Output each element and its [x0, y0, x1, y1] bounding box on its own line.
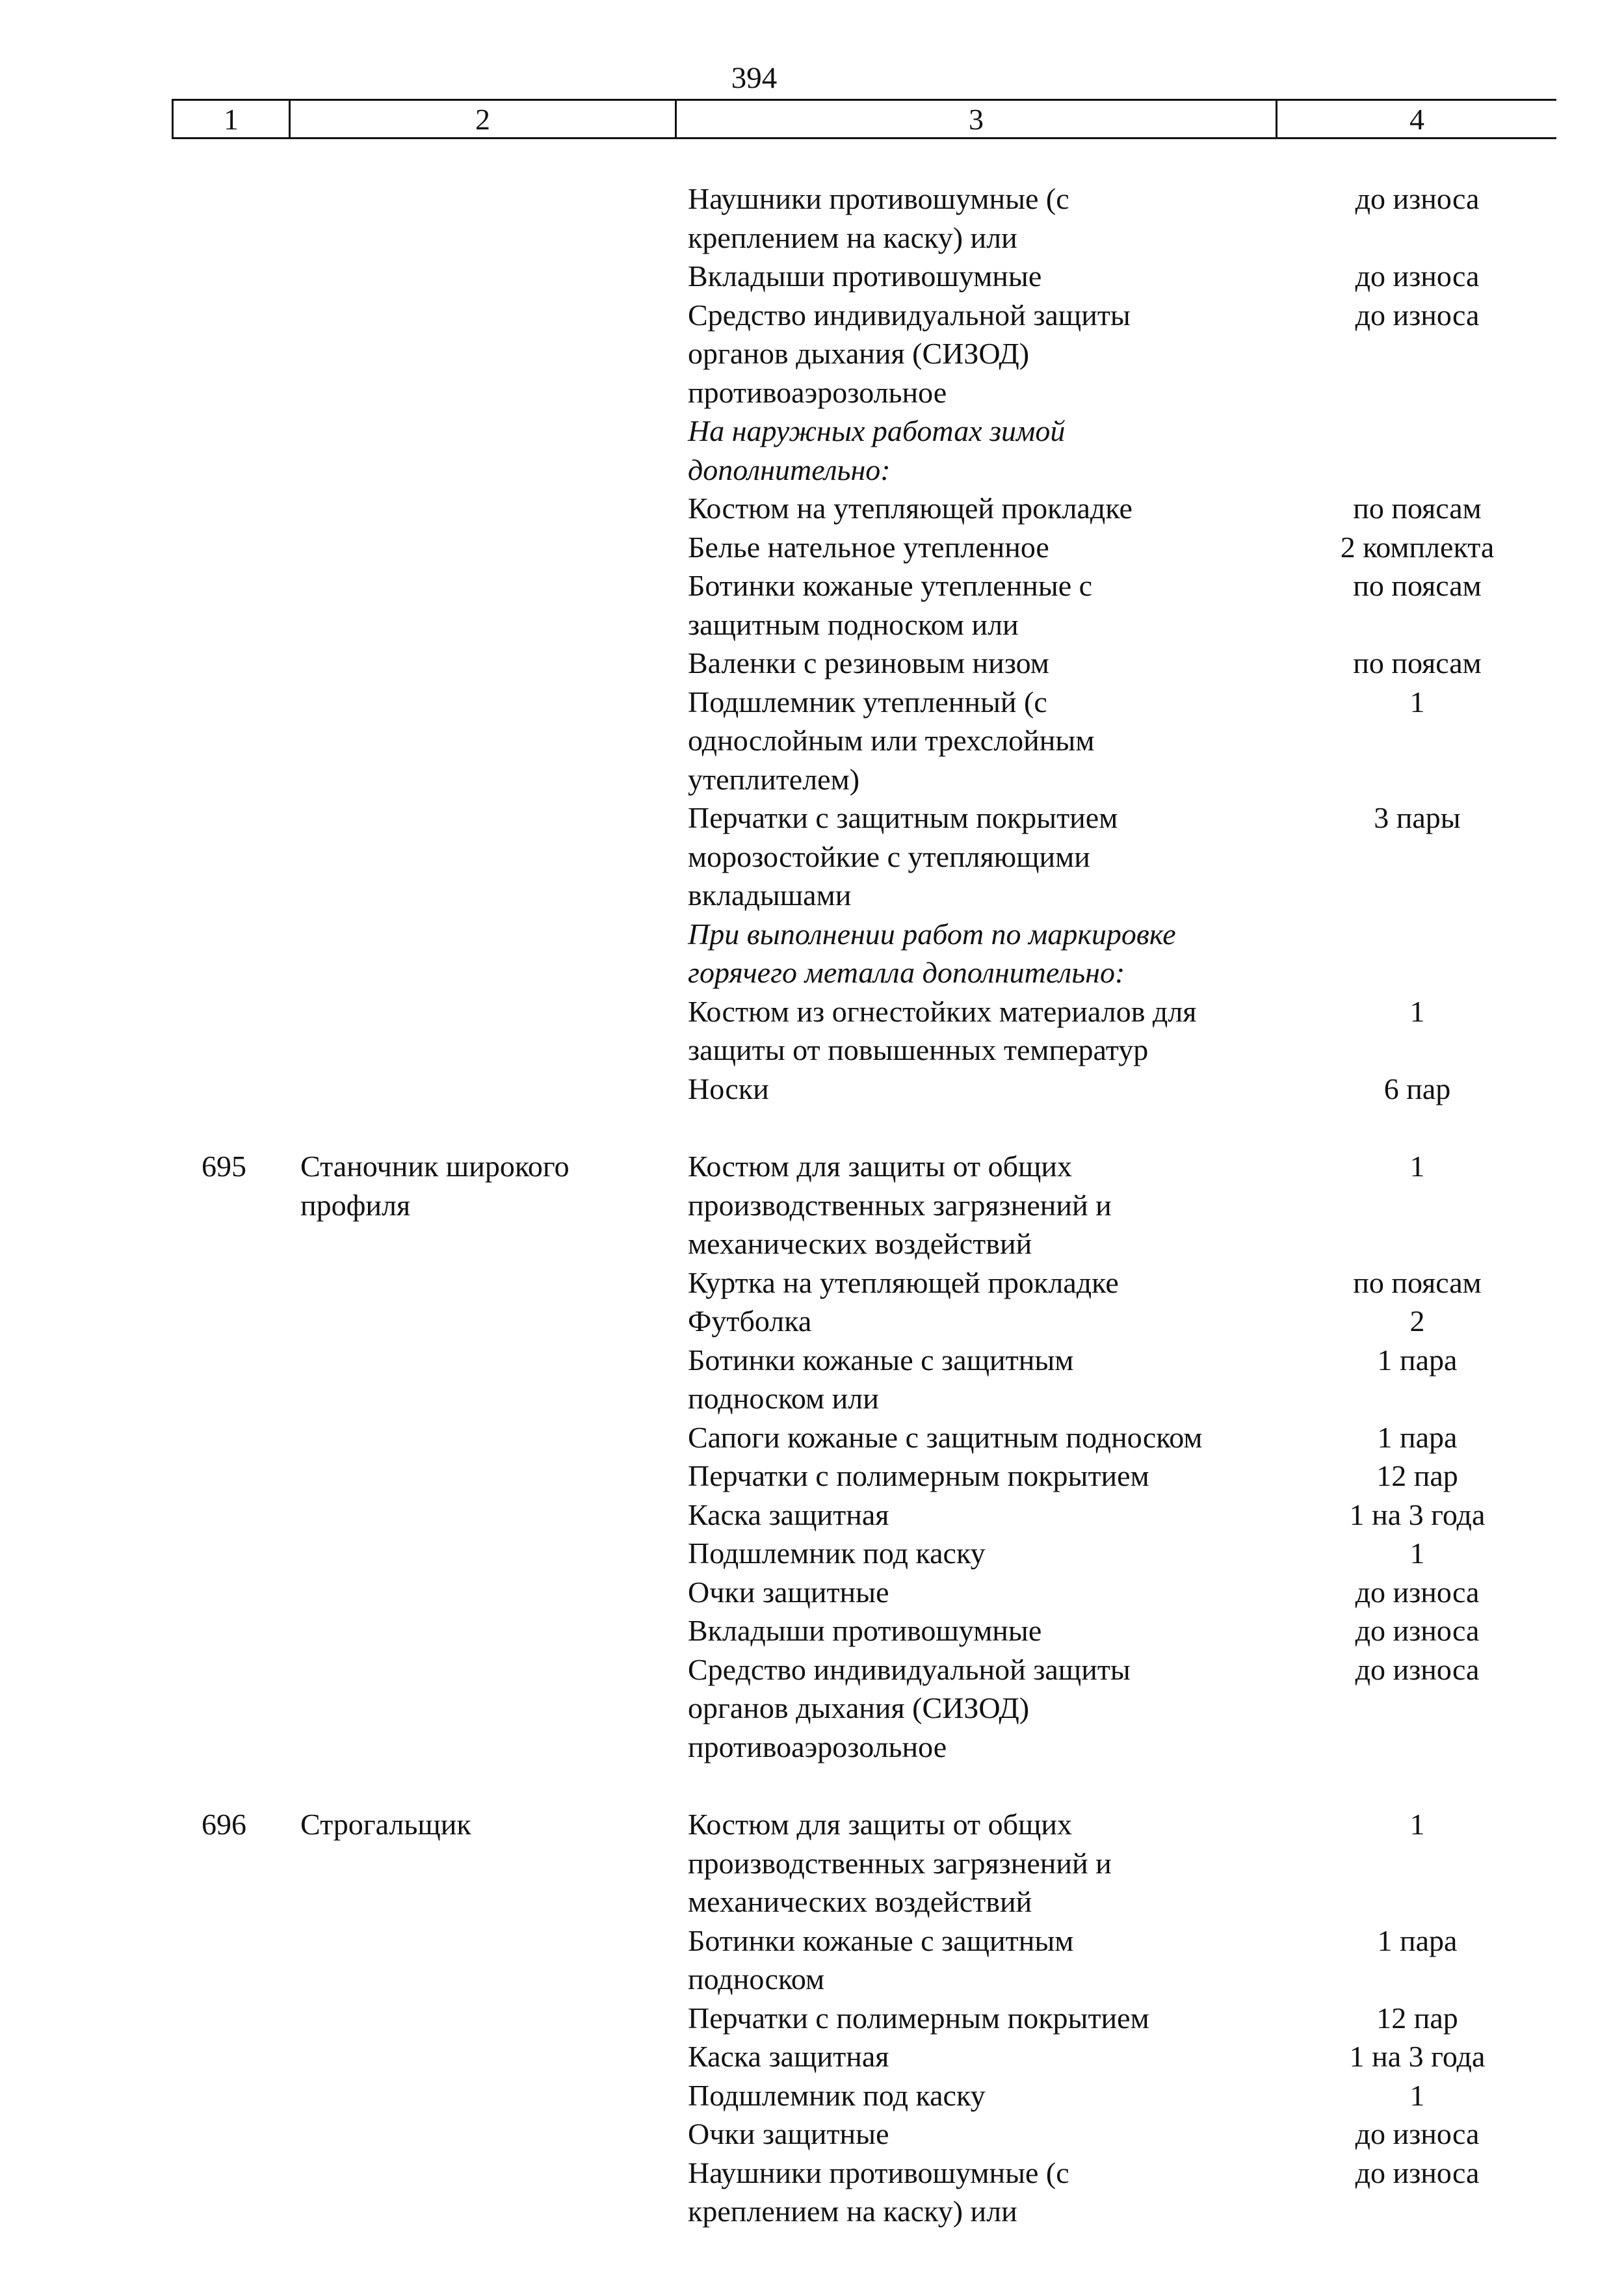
ppe-item-norm: 1 — [1409, 685, 1425, 719]
ppe-item-name: Сапоги кожаные с защитным подноском — [688, 1420, 1203, 1454]
ppe-item-norm: 1 — [1409, 1150, 1425, 1183]
ppe-item-norm: до износа — [1355, 182, 1480, 215]
table-row — [0, 1882, 1624, 1921]
ppe-item-name: органов дыхания (СИЗОД) — [688, 1691, 1030, 1724]
table-row — [0, 1611, 1624, 1650]
ppe-item-norm: 2 комплекта — [1340, 530, 1495, 564]
table-row — [0, 218, 1624, 257]
ppe-item-name: Подшлемник под каску — [688, 1537, 986, 1570]
table-row — [0, 992, 1624, 1031]
table-row — [0, 2192, 1624, 2231]
ppe-item-name: вкладышами — [688, 878, 852, 912]
table-row — [0, 257, 1624, 296]
ppe-item-name: Перчатки с полимерным покрытием — [688, 2001, 1149, 2035]
table-row — [0, 1844, 1624, 1883]
table-row — [0, 1534, 1624, 1573]
table-row — [0, 1805, 1624, 1844]
ppe-item-name: Вкладыши противошумные — [688, 259, 1042, 293]
ppe-item-norm: по поясам — [1353, 569, 1482, 602]
ppe-item-name: противоаэрозольное — [688, 375, 947, 409]
column-header-4: 4 — [1276, 101, 1556, 137]
table-row — [0, 876, 1624, 915]
ppe-item-norm: 1 на 3 года — [1349, 2040, 1486, 2073]
ppe-item-name: Ботинки кожаные с защитным — [688, 1923, 1074, 1957]
table-row — [0, 412, 1624, 451]
table-row — [0, 1302, 1624, 1341]
table-row — [0, 296, 1624, 335]
ppe-item-norm: 6 пар — [1383, 1072, 1451, 1105]
ppe-item-norm: 1 — [1409, 1808, 1425, 1841]
ppe-item-name: Валенки с резиновым низом — [688, 646, 1049, 680]
ppe-item-norm: до износа — [1355, 1575, 1480, 1609]
ppe-item-name: Перчатки с полимерным покрытием — [688, 1459, 1149, 1492]
table-row — [0, 1379, 1624, 1418]
table-row — [0, 1186, 1624, 1225]
ppe-item-norm: по поясам — [1353, 1265, 1482, 1299]
table-row — [0, 373, 1624, 412]
ppe-item-name: Средство индивидуальной защиты — [688, 1652, 1131, 1686]
table-row — [0, 334, 1624, 373]
table-row — [0, 1147, 1624, 1186]
ppe-item-name: Подшлемник под каску — [688, 2078, 986, 2112]
ppe-item-name: креплением на каску) или — [688, 2195, 1017, 2228]
profession-title-line: Строгальщик — [300, 1808, 471, 1841]
ppe-item-name: Каска защитная — [688, 1498, 889, 1531]
table-row — [0, 760, 1624, 799]
ppe-item-name: механических воздействий — [688, 1885, 1032, 1918]
ppe-item-norm: до износа — [1355, 1652, 1480, 1686]
ppe-item-name: Костюм для защиты от общих — [688, 1808, 1073, 1841]
ppe-item-norm: до износа — [1355, 2117, 1480, 2150]
ppe-item-name: Наушники противошумные (с — [688, 182, 1069, 215]
table-body — [0, 179, 1624, 2231]
ppe-item-name: однослойным или трехслойным — [688, 724, 1095, 757]
section-gap — [0, 1108, 1624, 1147]
ppe-item-norm: 12 пар — [1376, 2001, 1458, 2035]
table-row — [0, 798, 1624, 838]
ppe-item-name: производственных загрязнений и — [688, 1846, 1112, 1880]
ppe-item-norm: до износа — [1355, 1614, 1480, 1647]
section-note: дополнительно: — [688, 453, 891, 486]
table-row — [0, 683, 1624, 722]
profession-section — [0, 1805, 1624, 2231]
profession-title-line: профиля — [300, 1188, 411, 1222]
table-row — [0, 1999, 1624, 2038]
profession-section — [0, 1147, 1624, 1766]
table-row — [0, 566, 1624, 605]
table-row — [0, 1263, 1624, 1302]
table-row — [0, 489, 1624, 528]
ppe-item-name: Костюм на утепляющей прокладке — [688, 492, 1133, 525]
table-row — [0, 1418, 1624, 1457]
table-row — [0, 1573, 1624, 1612]
ppe-item-name: Куртка на утепляющей прокладке — [688, 1265, 1119, 1299]
table-row — [0, 2037, 1624, 2076]
table-row — [0, 915, 1624, 954]
table-row — [0, 1496, 1624, 1535]
section-note: горячего металла дополнительно: — [688, 956, 1125, 989]
ppe-item-name: Средство индивидуальной защиты — [688, 298, 1131, 332]
table-row — [0, 644, 1624, 683]
ppe-item-name: Носки — [688, 1072, 769, 1105]
ppe-item-name: механических воздействий — [688, 1227, 1032, 1260]
ppe-item-name: Очки защитные — [688, 2117, 889, 2150]
ppe-item-name: защиты от повышенных температур — [688, 1033, 1149, 1066]
profession-title-line: Станочник широкого — [300, 1150, 570, 1183]
profession-number: 695 — [202, 1150, 246, 1183]
ppe-item-name: Костюм для защиты от общих — [688, 1150, 1073, 1183]
ppe-item-name: Футболка — [688, 1304, 812, 1338]
ppe-item-norm: 12 пар — [1376, 1459, 1458, 1492]
ppe-item-norm: по поясам — [1353, 492, 1482, 525]
ppe-item-norm: 1 пара — [1377, 1420, 1458, 1454]
column-header-1: 1 — [172, 101, 289, 137]
table-row — [0, 1960, 1624, 1999]
table-row — [0, 1457, 1624, 1496]
table-row — [0, 953, 1624, 992]
table-row — [0, 1341, 1624, 1380]
ppe-item-norm: 3 пары — [1374, 801, 1461, 834]
ppe-item-name: Очки защитные — [688, 1575, 889, 1609]
ppe-item-name: защитным подноском или — [688, 607, 1019, 641]
profession-section — [0, 179, 1624, 1108]
ppe-item-name: Наушники противошумные (с — [688, 2156, 1069, 2189]
section-gap — [0, 1766, 1624, 1805]
ppe-item-name: Перчатки с защитным покрытием — [688, 801, 1118, 834]
table-row — [0, 179, 1624, 218]
column-header-3: 3 — [675, 101, 1276, 137]
ppe-item-name: Вкладыши противошумные — [688, 1614, 1042, 1647]
ppe-item-name: Каска защитная — [688, 2040, 889, 2073]
ppe-item-norm: 2 — [1409, 1304, 1425, 1338]
table-row — [0, 528, 1624, 567]
table-row — [0, 605, 1624, 644]
table-row — [0, 1650, 1624, 1689]
table-row — [0, 1689, 1624, 1728]
page-number: 394 — [731, 61, 778, 95]
ppe-item-norm: до износа — [1355, 298, 1480, 332]
ppe-item-norm: 1 пара — [1377, 1923, 1458, 1957]
ppe-item-name: подноском или — [688, 1382, 879, 1415]
ppe-item-norm: 1 на 3 года — [1349, 1498, 1486, 1531]
ppe-item-norm: до износа — [1355, 259, 1480, 293]
table-row — [0, 2115, 1624, 2154]
table-row — [0, 1728, 1624, 1767]
ppe-item-norm: 1 — [1409, 1537, 1425, 1570]
ppe-item-name: Ботинки кожаные утепленные с — [688, 569, 1093, 602]
profession-number: 696 — [202, 1808, 246, 1841]
ppe-item-name: подноском — [688, 1962, 825, 1996]
ppe-item-norm: 1 — [1409, 2078, 1425, 2112]
ppe-item-name: органов дыхания (СИЗОД) — [688, 337, 1030, 370]
ppe-item-name: Белье нательное утепленное — [688, 530, 1049, 564]
ppe-item-norm: 1 пара — [1377, 1343, 1458, 1377]
ppe-item-name: Ботинки кожаные с защитным — [688, 1343, 1074, 1377]
column-header-row — [172, 99, 1556, 139]
ppe-item-name: морозостойкие с утепляющими — [688, 839, 1090, 873]
table-row — [0, 1070, 1624, 1109]
ppe-item-name: утеплителем) — [688, 762, 860, 796]
table-row — [0, 1031, 1624, 1070]
ppe-item-norm: по поясам — [1353, 646, 1482, 680]
column-header-2: 2 — [289, 101, 675, 137]
table-row — [0, 1921, 1624, 1960]
ppe-item-name: креплением на каску) или — [688, 220, 1017, 254]
table-row — [0, 838, 1624, 877]
table-row — [0, 2076, 1624, 2115]
table-row — [0, 1224, 1624, 1263]
ppe-item-norm: до износа — [1355, 2156, 1480, 2189]
ppe-item-name: противоаэрозольное — [688, 1730, 947, 1763]
ppe-item-name: Подшлемник утепленный (с — [688, 685, 1047, 719]
table-row — [0, 2154, 1624, 2193]
table-row — [0, 451, 1624, 490]
section-note: На наружных работах зимой — [688, 414, 1066, 447]
ppe-item-name: Костюм из огнестойких материалов для — [688, 994, 1197, 1028]
ppe-item-norm: 1 — [1409, 994, 1425, 1028]
table-row — [0, 721, 1624, 760]
section-note: При выполнении работ по маркировке — [688, 917, 1176, 951]
ppe-item-name: производственных загрязнений и — [688, 1188, 1112, 1222]
